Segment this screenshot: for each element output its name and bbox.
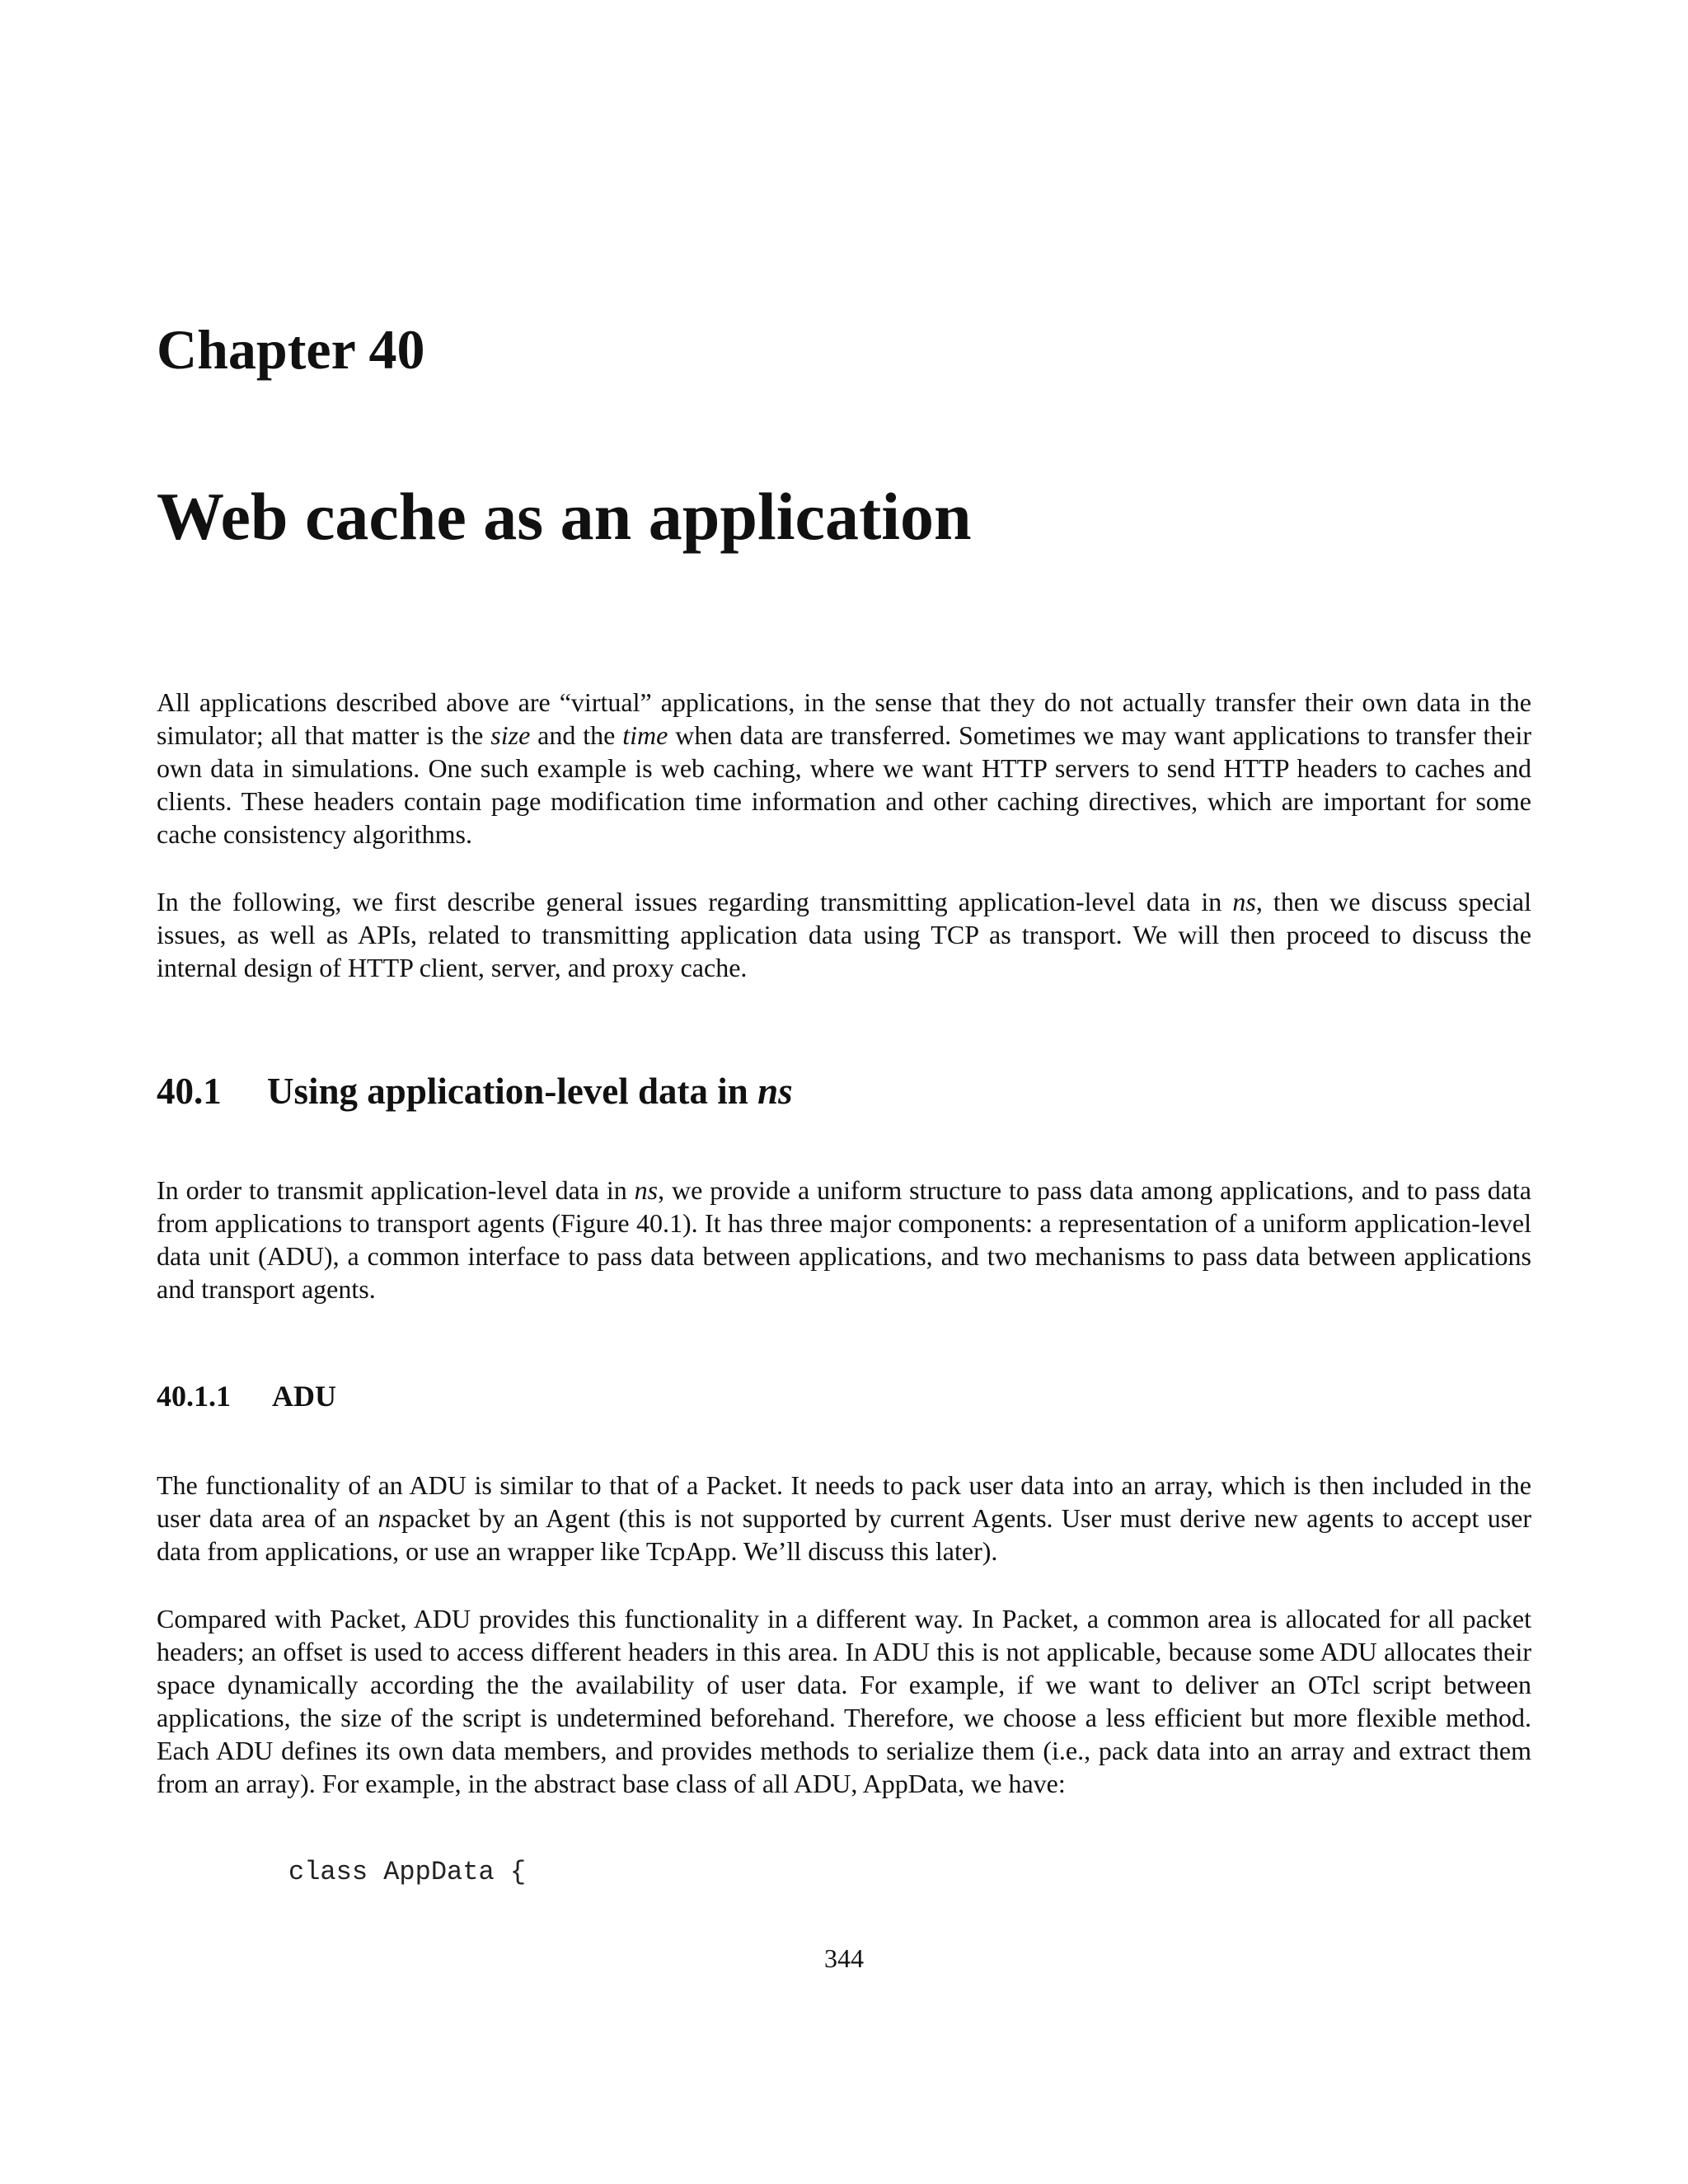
document-page: [157, 0, 1531, 2184]
intro-paragraph-2: [157, 885, 1531, 984]
text-run: and the: [530, 720, 623, 750]
adu-paragraph-1: [157, 1469, 1531, 1568]
code-snippet: class AppData {: [288, 1857, 527, 1887]
section-title-emphasis: ns: [757, 1071, 793, 1112]
subsection-title: ADU: [272, 1380, 336, 1413]
emphasis-time: time: [622, 720, 668, 750]
text-run: , then we discuss special issues, as well as APIs, related to transmitting application data using TCP as transport. We will then proceed to discuss the internal design of HTTP client, server, and proxy cache.: [157, 887, 1532, 982]
subsection-number: 40.1.1: [157, 1380, 231, 1413]
emphasis-ns: ns: [634, 1175, 659, 1205]
emphasis-size: size: [490, 720, 531, 750]
section-heading-40-1: [157, 1073, 793, 1110]
text-run: In order to transmit application-level data in: [157, 1175, 635, 1205]
subsection-heading-40-1-1: [157, 1381, 336, 1411]
text-run: packet by an Agent (this is not supported by current Agents. User must derive new agents to accept user data from applications, or use an wrapper like TcpApp. We’ll discuss this later).: [157, 1503, 1531, 1566]
text-run: In the following, we first describe general issues regarding transmitting application-level data in: [157, 887, 1233, 916]
text-run: when data are transferred. Sometimes we may want applications to transfer their own data in simulations. One such example is web caching, where we want HTTP servers to send HTTP headers to caches and clients. These headers contain page modification time information and other caching directives, which are important for some cache consistency algorithms.: [157, 720, 1532, 849]
adu-paragraph-2: Compared with Packet, ADU provides this functionality in a different way. In Packet, a common area is allocated for all packet headers; an offset is used to access different headers in this area. In ADU this is not applicable, because some ADU allocates their space dynamically according the the availability of user data. For example, if we want to deliver an OTcl script between applications, the size of the script is undetermined beforehand. Therefore, we choose a less efficient but more flexible method. Each ADU defines its own data members, and provides methods to serialize them (i.e., pack data into an array and extract them from an array). For example, in the abstract base class of all ADU, AppData, we have:: [157, 1604, 1531, 1798]
chapter-title: Web cache as an application: [157, 479, 972, 554]
emphasis-ns: ns: [1232, 887, 1256, 916]
section-40-1-paragraph: [157, 1174, 1531, 1305]
chapter-label: Chapter 40: [157, 318, 425, 381]
page-number: 344: [824, 1943, 864, 1973]
section-title: Using application-level data in: [267, 1071, 758, 1112]
text-run: The functionality of an ADU is similar to that of a Packet. It needs to pack user data into an array, which is then included in the user data area of an: [157, 1470, 1531, 1533]
text-run: All applications described above are “virtual” applications, in the sense that they do not actually transfer their own data in the simulator; all that matter is the: [157, 687, 1531, 750]
intro-paragraph-1: [157, 686, 1531, 851]
text-run: , we provide a uniform structure to pass data among applications, and to pass data from applications to transport agents (Figure 40.1). It has three major components: a representation of a uniform application-level data unit (ADU), a common interface to pass data between applications, and two mechanisms to pass data between applications and transport agents.: [157, 1175, 1532, 1304]
section-number: 40.1: [157, 1071, 222, 1112]
emphasis-ns: ns: [377, 1503, 401, 1533]
